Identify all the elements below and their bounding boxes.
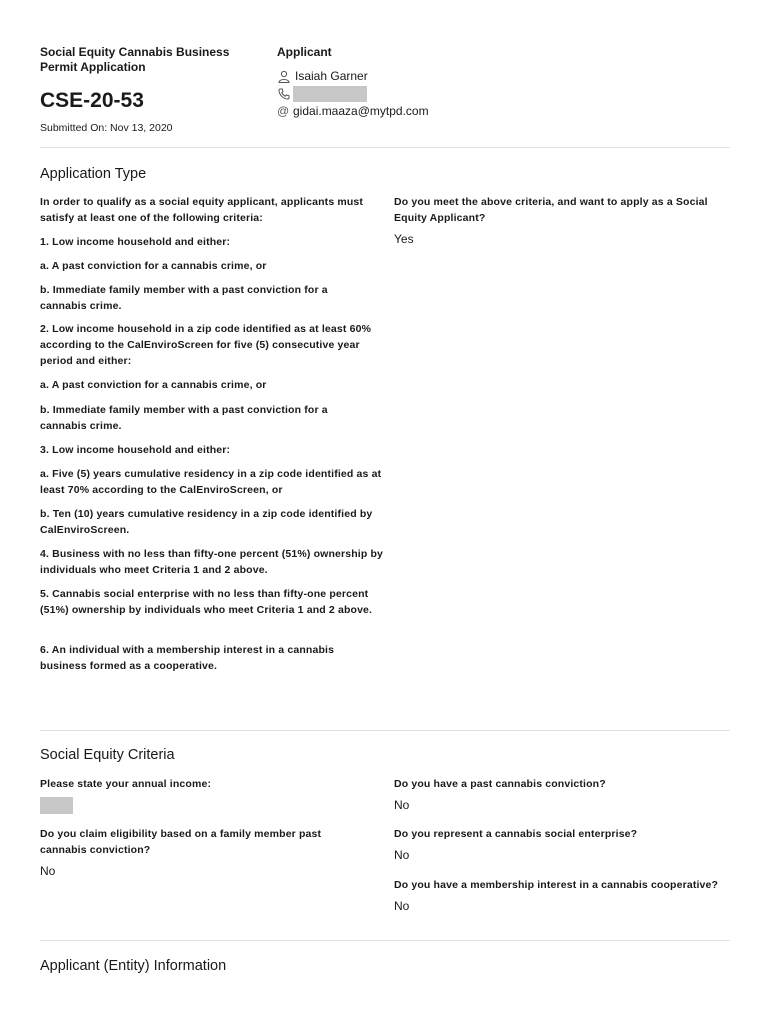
applicant-email: gidai.maaza@mytpd.com bbox=[293, 104, 429, 118]
section-heading-entity-information: Applicant (Entity) Information bbox=[40, 958, 227, 974]
criteria-item: 3. Low income household and either: bbox=[40, 444, 231, 456]
criteria-item: a. A past conviction for a cannabis crime, or bbox=[40, 260, 267, 272]
criteria-item: 5. Cannabis social enterprise with no less than fifty-one percent (51%) ownership by individuals who meet Criteria 1 and 2 above. bbox=[40, 588, 373, 616]
person-icon bbox=[278, 70, 290, 83]
divider bbox=[40, 940, 730, 941]
divider bbox=[40, 147, 730, 148]
criteria-item: a. Five (5) years cumulative residency in a zip code identified as at least 70% according to the CalEnviroScreen, or bbox=[40, 468, 382, 496]
criteria-item: 2. Low income household in a zip code identified as at least 60% according to the CalEnviroScreen for five (5) consecutive year period and either: bbox=[40, 323, 372, 367]
conviction-question: Do you have a past cannabis conviction? bbox=[394, 778, 606, 790]
criteria-intro: In order to qualify as a social equity applicant, applicants must satisfy at least one of the following criteria: bbox=[40, 196, 364, 224]
apply-question: Do you meet the above criteria, and want to apply as a Social Equity Applicant? bbox=[394, 196, 708, 224]
applicant-name: Isaiah Garner bbox=[295, 69, 368, 83]
criteria-item: 6. An individual with a membership interest in a cannabis business formed as a cooperative. bbox=[40, 644, 335, 672]
conviction-answer: No bbox=[394, 798, 410, 812]
criteria-item: a. A past conviction for a cannabis crime, or bbox=[40, 379, 267, 391]
submitted-date: Submitted On: Nov 13, 2020 bbox=[40, 122, 173, 134]
divider bbox=[40, 730, 730, 731]
form-title: Social Equity Cannabis Business Permit Application bbox=[40, 45, 230, 74]
section-heading-application-type: Application Type bbox=[40, 166, 147, 182]
enterprise-answer: No bbox=[394, 848, 410, 862]
phone-icon bbox=[278, 88, 290, 100]
section-heading-social-equity-criteria: Social Equity Criteria bbox=[40, 747, 175, 763]
enterprise-question: Do you represent a cannabis social enterprise? bbox=[394, 828, 638, 840]
criteria-item: b. Immediate family member with a past conviction for a cannabis crime. bbox=[40, 284, 328, 312]
record-id: CSE-20-53 bbox=[40, 89, 144, 112]
redacted-income bbox=[40, 797, 73, 814]
at-icon: @ bbox=[277, 104, 290, 118]
criteria-item: 4. Business with no less than fifty-one percent (51%) ownership by individuals who meet Criteria 1 and 2 above. bbox=[40, 548, 384, 576]
criteria-item: b. Ten (10) years cumulative residency in a zip code identified by CalEnviroScreen. bbox=[40, 508, 373, 536]
cooperative-question: Do you have a membership interest in a cannabis cooperative? bbox=[394, 879, 719, 891]
criteria-item: b. Immediate family member with a past conviction for a cannabis crime. bbox=[40, 404, 328, 432]
cooperative-answer: No bbox=[394, 899, 410, 913]
redacted-phone bbox=[293, 86, 367, 102]
applicant-heading: Applicant bbox=[277, 45, 332, 59]
family-conviction-question: Do you claim eligibility based on a family member past cannabis conviction? bbox=[40, 828, 322, 856]
income-question: Please state your annual income: bbox=[40, 778, 212, 790]
apply-answer: Yes bbox=[394, 232, 414, 246]
family-conviction-answer: No bbox=[40, 864, 56, 878]
criteria-item: 1. Low income household and either: bbox=[40, 236, 231, 248]
